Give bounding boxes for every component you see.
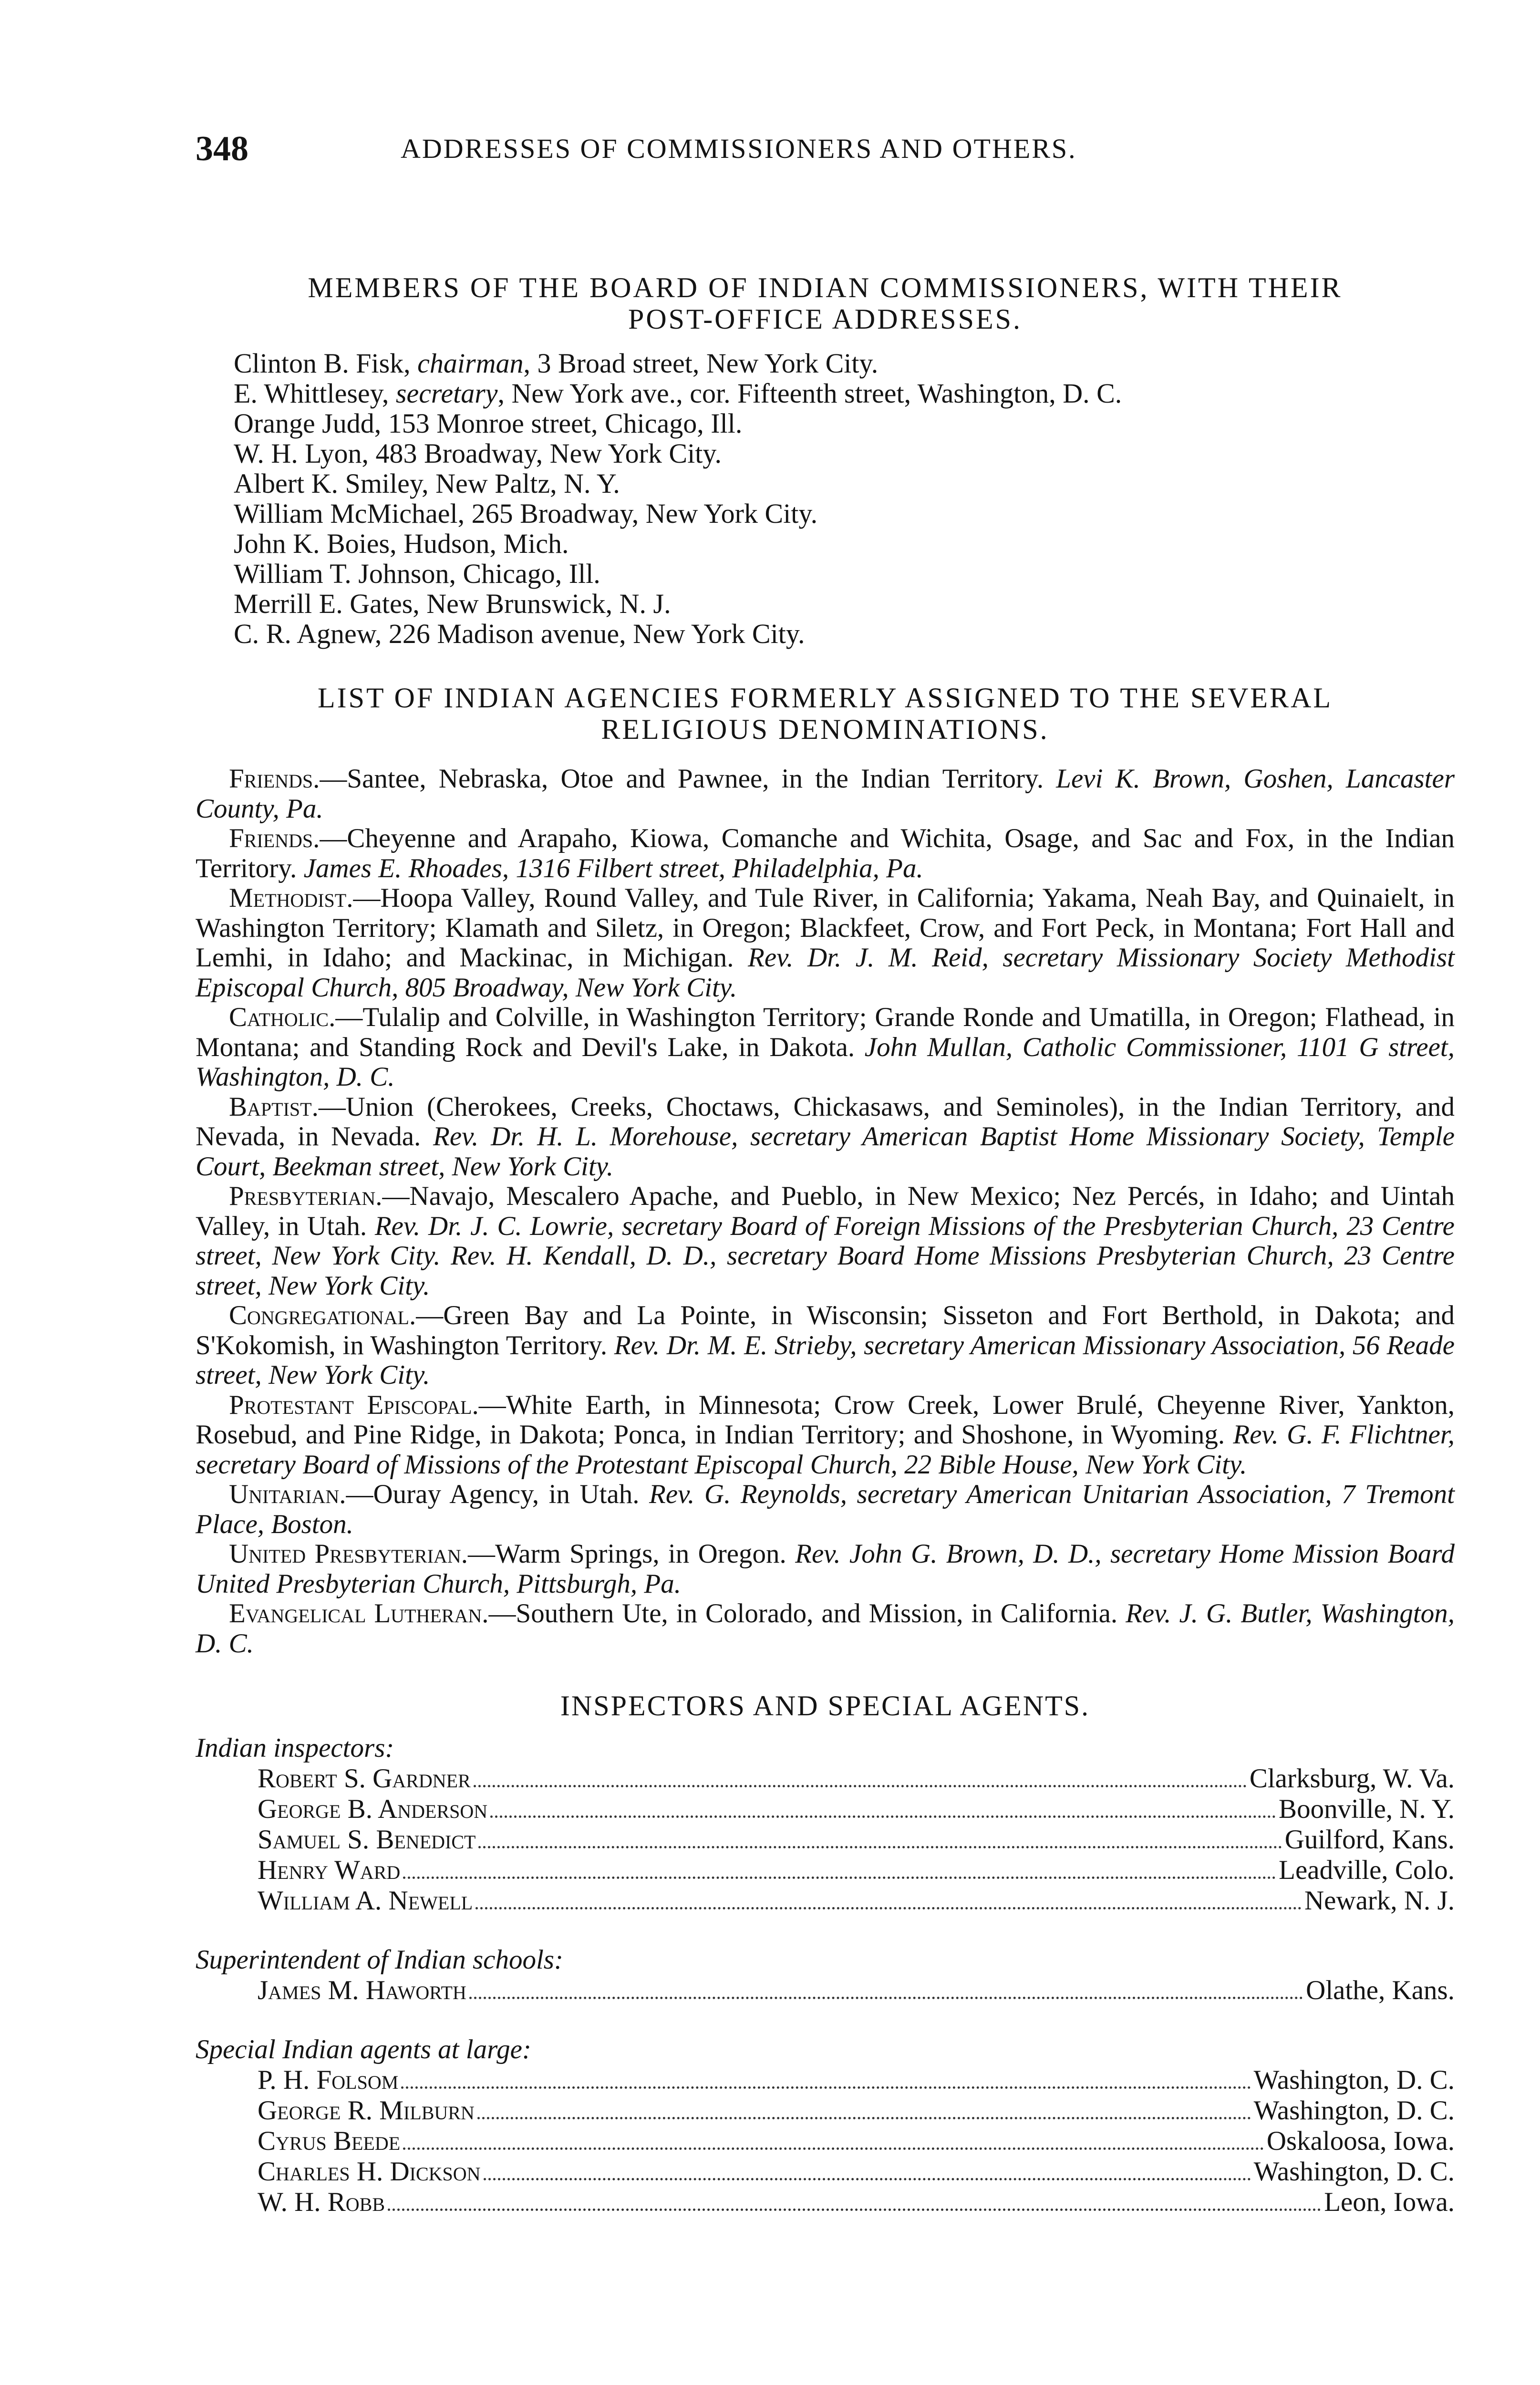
- denomination-contact: Rev. J. G. Butler, Washington, D. C.: [196, 1598, 1455, 1659]
- denomination-contact: Rev. G. F. Flichtner, secretary Board of Missions of the Protestant Episcopal Church, 22 Bible House, New York City.: [196, 1420, 1455, 1480]
- denomination-contact: Rev. Dr. J. M. Reid, secretary Missionary Society Methodist Episcopal Church, 805 Broadway, New York City.: [196, 943, 1455, 1003]
- dot-leader: [401, 2086, 1251, 2089]
- denomination-agencies: —Warm Springs, in Oregon.: [467, 1539, 796, 1569]
- denominations-list: [196, 764, 1455, 1659]
- denomination-name: Friends.: [229, 823, 320, 853]
- entry-name: William A. Newell: [258, 1886, 473, 1916]
- member-entry: William McMichael, 265 Broadway, New York City.: [234, 498, 818, 529]
- member-entry: Merrill E. Gates, New Brunswick, N. J.: [234, 588, 671, 619]
- entry-name: P. H. Folsom: [258, 2065, 399, 2095]
- entry-location: Guilford, Kans.: [1284, 1825, 1455, 1855]
- members-list: [196, 348, 1455, 649]
- member-entry: Orange Judd, 153 Monroe street, Chicago, Ill.: [234, 408, 743, 439]
- member-entry: Clinton B. Fisk, chairman, 3 Broad street, New York City.: [234, 348, 879, 379]
- dot-leader: [403, 2147, 1264, 2150]
- denomination-contact: James E. Rhoades, 1316 Filbert street, Philadelphia, Pa.: [303, 853, 923, 883]
- denomination-agencies: —White Earth, in Minnesota; Crow Creek, Lower Brulé, Cheyenne River, Yankton, Rosebud, and Pine Ridge, in Dakota; Ponca, in Indian Territory; and Shoshone, in Wyoming.: [196, 1390, 1455, 1450]
- entry-location: Oskaloosa, Iowa.: [1266, 2126, 1455, 2156]
- entry-location: Leadville, Colo.: [1279, 1855, 1455, 1885]
- agent-entry: [258, 2126, 1455, 2157]
- denomination-contact: Rev. Dr. J. C. Lowrie, secretary Board of Foreign Missions of the Presbyterian Church, 23 Centre street, New York City. Rev. H. Kendall, D. D., secretary Board Home Missions Presbyterian Church, 23 Centre street, New York City.: [196, 1211, 1455, 1301]
- member-entry: E. Whittlesey, secretary, New York ave., cor. Fifteenth street, Washington, D. C.: [234, 378, 1122, 409]
- denomination-agencies: —Southern Ute, in Colorado, and Mission, in California.: [488, 1598, 1126, 1628]
- denomination-name: Congregational.: [229, 1300, 416, 1330]
- dot-leader: [477, 2117, 1251, 2119]
- denomination-paragraph: [196, 1390, 1455, 1480]
- superintendent-entry: [258, 1975, 1455, 2006]
- denomination-name: Protestant Episcopal.: [229, 1390, 479, 1420]
- denomination-paragraph: [196, 1092, 1455, 1182]
- dot-leader: [388, 2209, 1321, 2211]
- denomination-name: Methodist.: [229, 883, 353, 913]
- entry-name: George B. Anderson: [258, 1794, 488, 1824]
- denomination-contact: Levi K. Brown, Goshen, Lancaster County, Pa.: [196, 764, 1455, 824]
- members-section-title: [196, 272, 1455, 335]
- agencies-section-title: [196, 682, 1455, 745]
- members-title-line-2: POST-OFFICE ADDRESSES.: [628, 303, 1023, 335]
- running-title: ADDRESSES OF COMMISSIONERS AND OTHERS.: [401, 133, 1077, 164]
- running-header: [196, 129, 1455, 181]
- inspector-entry: [258, 1763, 1455, 1794]
- group-label-special-agents: Special Indian agents at large:: [196, 2034, 531, 2064]
- denomination-name: Baptist.: [229, 1091, 319, 1122]
- member-entry: W. H. Lyon, 483 Broadway, New York City.: [234, 438, 722, 469]
- denomination-contact: Rev. Dr. H. L. Morehouse, secretary American Baptist Home Missionary Society, Temple Court, Beekman street, New York City.: [196, 1121, 1455, 1182]
- dot-leader: [469, 1997, 1303, 1999]
- denomination-name: United Presbyterian.: [229, 1539, 468, 1569]
- entry-location: Clarksburg, W. Va.: [1249, 1763, 1455, 1794]
- dot-leader: [403, 1877, 1276, 1879]
- denomination-paragraph: [196, 1480, 1455, 1539]
- page-number: 348: [196, 129, 248, 168]
- inspector-entry: [258, 1825, 1455, 1855]
- agent-entry: [258, 2187, 1455, 2218]
- member-entry: John K. Boies, Hudson, Mich.: [234, 528, 569, 559]
- denomination-paragraph: [196, 764, 1455, 824]
- inspector-entry: [258, 1855, 1455, 1886]
- inspectors-list: [196, 1763, 1455, 1916]
- dot-leader: [478, 1846, 1282, 1848]
- denomination-name: Friends.: [229, 764, 320, 794]
- agencies-title-line-2: RELIGIOUS DENOMINATIONS.: [601, 714, 1049, 745]
- entry-location: Boonville, N. Y.: [1279, 1794, 1455, 1824]
- group-label-superintendent: Superintendent of Indian schools:: [196, 1945, 563, 1975]
- denomination-paragraph: [196, 883, 1455, 1003]
- member-entry: Albert K. Smiley, New Paltz, N. Y.: [234, 468, 620, 499]
- denomination-agencies: —Cheyenne and Arapaho, Kiowa, Comanche and Wichita, Osage, and Sac and Fox, in the Indian Territory.: [196, 823, 1455, 883]
- entry-name: Samuel S. Benedict: [258, 1825, 476, 1855]
- denomination-paragraph: [196, 824, 1455, 883]
- entry-name: James M. Haworth: [258, 1975, 466, 2005]
- denomination-paragraph: [196, 1599, 1455, 1659]
- entry-location: Washington, D. C.: [1253, 2157, 1455, 2187]
- group-label-indian-inspectors: Indian inspectors:: [196, 1733, 394, 1763]
- entry-name: Henry Ward: [258, 1855, 401, 1885]
- entry-name: Charles H. Dickson: [258, 2157, 481, 2187]
- member-entry: C. R. Agnew, 226 Madison avenue, New York City.: [234, 618, 805, 649]
- inspector-entry: [258, 1886, 1455, 1916]
- entry-location: Newark, N. J.: [1304, 1886, 1455, 1916]
- inspectors-section-title: INSPECTORS AND SPECIAL AGENTS.: [560, 1690, 1090, 1721]
- denomination-paragraph: [196, 1539, 1455, 1599]
- superintendent-list: [196, 1975, 1455, 2006]
- agent-entry: [258, 2095, 1455, 2126]
- denomination-name: Unitarian.: [229, 1479, 346, 1509]
- dot-leader: [475, 1907, 1302, 1909]
- denomination-contact: Rev. John G. Brown, D. D., secretary Home Mission Board United Presbyterian Church, Pittsburgh, Pa.: [196, 1539, 1455, 1599]
- agent-entry: [258, 2157, 1455, 2187]
- dot-leader: [490, 1815, 1276, 1818]
- entry-location: Washington, D. C.: [1253, 2065, 1455, 2095]
- entry-name: Cyrus Beede: [258, 2126, 401, 2156]
- document-page: [196, 129, 1455, 2218]
- denomination-agencies: —Green Bay and La Pointe, in Wisconsin; Sisseton and Fort Berthold, in Dakota; and S'Kokomish, in Washington Territory.: [196, 1300, 1455, 1360]
- denomination-contact: Rev. G. Reynolds, secretary American Unitarian Association, 7 Tremont Place, Boston.: [196, 1479, 1455, 1539]
- denomination-name: Catholic.: [229, 1002, 336, 1032]
- entry-name: George R. Milburn: [258, 2095, 475, 2126]
- denomination-contact: John Mullan, Catholic Commissioner, 1101 G street, Washington, D. C.: [196, 1032, 1455, 1092]
- agent-entry: [258, 2065, 1455, 2095]
- entry-location: Washington, D. C.: [1253, 2095, 1455, 2126]
- dot-leader: [484, 2178, 1251, 2180]
- denomination-agencies: —Union (Cherokees, Creeks, Choctaws, Chickasaws, and Seminoles), in the Indian Territory, and Nevada, in Nevada.: [196, 1091, 1455, 1151]
- inspector-entry: [258, 1794, 1455, 1825]
- dot-leader: [474, 1785, 1247, 1787]
- denomination-agencies: —Hoopa Valley, Round Valley, and Tule River, in California; Yakama, Neah Bay, and Quinaielt, in Washington Territory; Klamath and Siletz, in Oregon; Blackfeet, Crow, and Fort Peck, in Montana; Fort Hall and Lemhi, in Idaho; and Mackinac, in Michigan.: [196, 883, 1455, 973]
- denomination-agencies: —Tulalip and Colville, in Washington Territory; Grande Ronde and Umatilla, in Oregon; Flathead, in Montana; and Standing Rock and Devil's Lake, in Dakota.: [196, 1002, 1455, 1062]
- entry-name: Robert S. Gardner: [258, 1763, 471, 1794]
- agencies-title-line-1: LIST OF INDIAN AGENCIES FORMERLY ASSIGNED TO THE SEVERAL: [317, 682, 1333, 714]
- denomination-name: Presbyterian.: [229, 1181, 382, 1211]
- denomination-paragraph: [196, 1182, 1455, 1301]
- denomination-paragraph: [196, 1003, 1455, 1092]
- entry-location: Olathe, Kans.: [1306, 1975, 1455, 2005]
- denomination-agencies: —Ouray Agency, in Utah.: [346, 1479, 649, 1509]
- entry-location: Leon, Iowa.: [1324, 2187, 1455, 2217]
- denomination-contact: Rev. Dr. M. E. Strieby, secretary American Missionary Association, 56 Reade street, New York City.: [196, 1330, 1455, 1390]
- members-title-line-1: MEMBERS OF THE BOARD OF INDIAN COMMISSIONERS, WITH THEIR: [308, 272, 1343, 303]
- special-agents-list: [196, 2065, 1455, 2218]
- entry-name: W. H. Robb: [258, 2187, 385, 2217]
- denomination-name: Evangelical Lutheran.: [229, 1598, 489, 1628]
- denomination-agencies: —Navajo, Mescalero Apache, and Pueblo, in New Mexico; Nez Percés, in Idaho; and Uintah Valley, in Utah.: [196, 1181, 1455, 1241]
- denomination-agencies: —Santee, Nebraska, Otoe and Pawnee, in the Indian Territory.: [320, 764, 1056, 794]
- denomination-paragraph: [196, 1301, 1455, 1390]
- member-entry: William T. Johnson, Chicago, Ill.: [234, 558, 600, 589]
